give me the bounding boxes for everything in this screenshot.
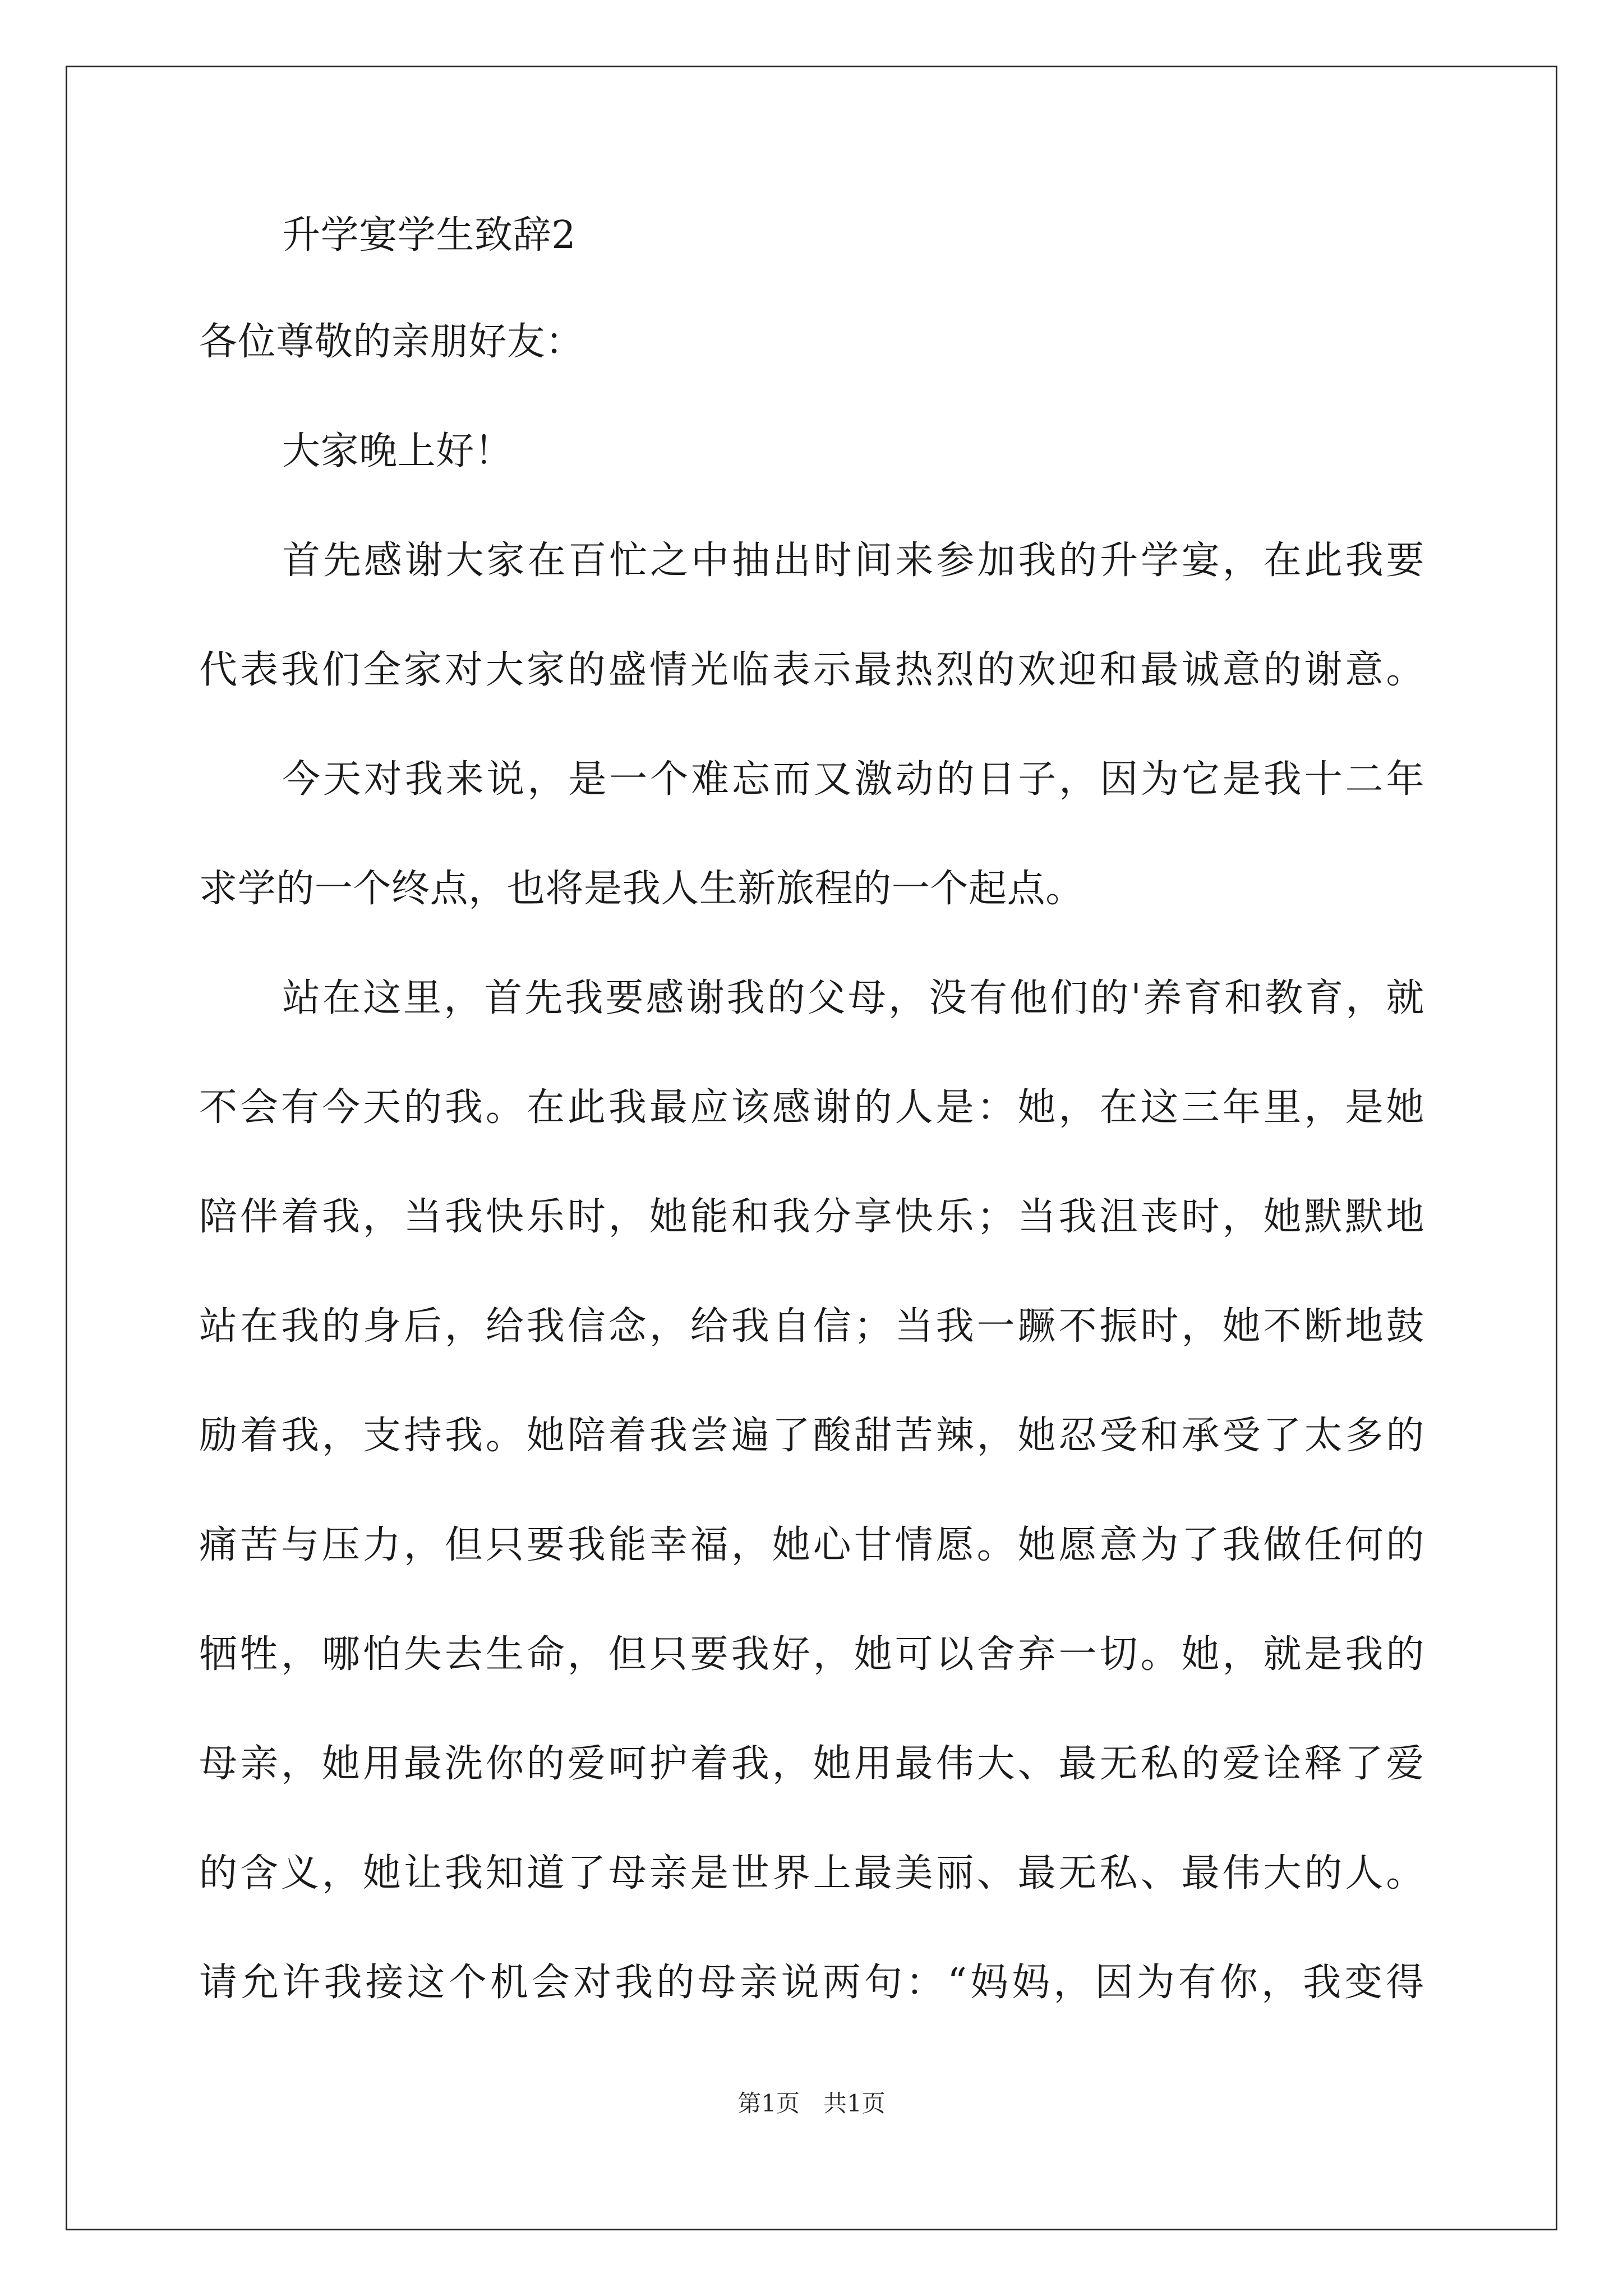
paragraph-line: 不会有今天的我。在此我最应该感谢的人是：她，在这三年里，是她 [199, 1085, 1424, 1130]
paragraph-line: 代表我们全家对大家的盛情光临表示最热烈的欢迎和最诚意的谢意。 [199, 648, 1424, 692]
paragraph-line: 请允许我接这个机会对我的母亲说两句：“妈妈，因为有你，我变得 [199, 1961, 1424, 2005]
paragraph-line: 牺牲，哪怕失去生命，但只要我好，她可以舍弃一切。她，就是我的 [199, 1632, 1424, 1677]
paragraph-line: 的含义，她让我知道了母亲是世界上最美丽、最无私、最伟大的人。 [199, 1851, 1424, 1895]
paragraph-line: 站在这里，首先我要感谢我的父母，没有他们的'养育和教育，就 [282, 976, 1424, 1020]
document-title: 升学宴学生致辞2 [282, 213, 577, 257]
paragraph-line: 首先感谢大家在百忙之中抽出时间来参加我的升学宴，在此我要 [282, 539, 1424, 583]
paragraph-line: 求学的一个终点，也将是我人生新旅程的一个起点。 [199, 867, 1084, 911]
page-number-footer: 第1页 共1页 [737, 2090, 886, 2117]
greeting: 大家晚上好！ [282, 429, 513, 473]
page-frame [66, 66, 1557, 2230]
paragraph-line: 母亲，她用最洗你的爱呵护着我，她用最伟大、最无私的爱诠释了爱 [199, 1742, 1424, 1786]
salutation: 各位尊敬的亲朋好友： [199, 320, 584, 364]
paragraph-line: 痛苦与压力，但只要我能幸福，她心甘情愿。她愿意为了我做任何的 [199, 1523, 1424, 1567]
paragraph-line: 今天对我来说，是一个难忘而又激动的日子，因为它是我十二年 [282, 757, 1424, 802]
paragraph-line: 站在我的身后，给我信念，给我自信；当我一蹶不振时，她不断地鼓 [199, 1304, 1424, 1349]
paragraph-line: 励着我，支持我。她陪着我尝遍了酸甜苦辣，她忍受和承受了太多的 [199, 1414, 1424, 1458]
paragraph-line: 陪伴着我，当我快乐时，她能和我分享快乐；当我沮丧时，她默默地 [199, 1195, 1424, 1239]
